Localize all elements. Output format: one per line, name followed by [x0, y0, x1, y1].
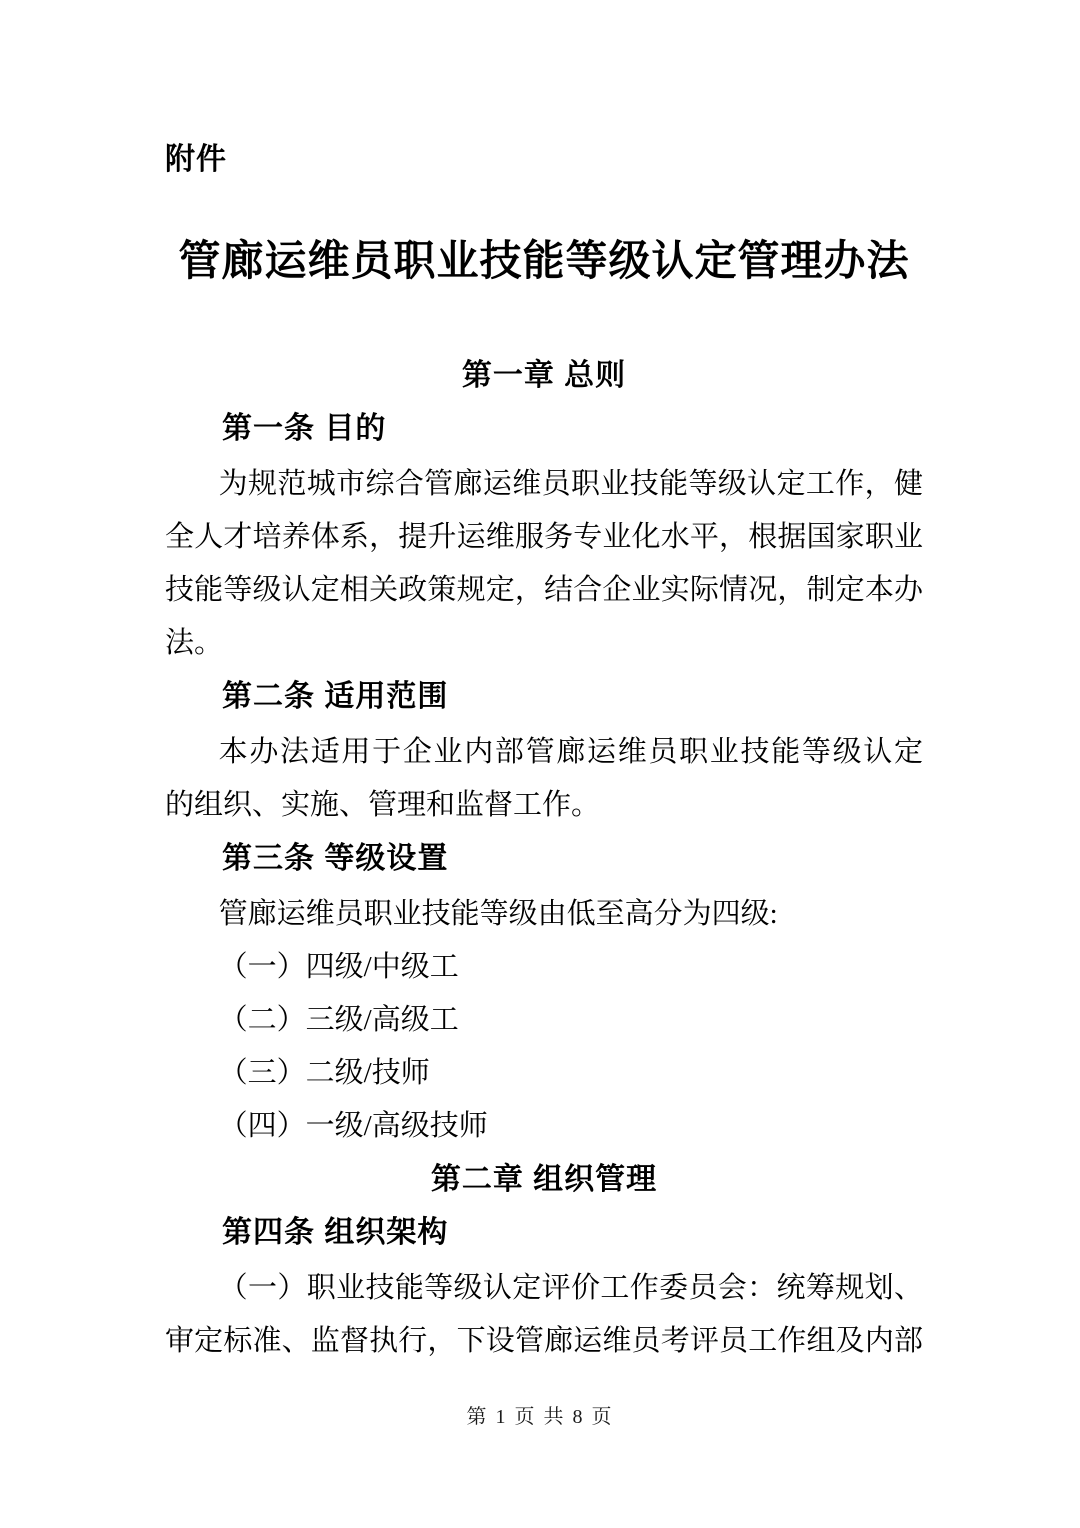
article-3-paragraph — [165, 888, 923, 1153]
article-3-heading: 第三条 等级设置 — [222, 842, 449, 875]
article-4-heading: 第四条 组织架构 — [222, 1216, 449, 1249]
paragraph-line: 法。 — [165, 627, 224, 659]
level-item: （二）三级/高级工 — [218, 1004, 459, 1036]
document-title: 管廊运维员职业技能等级认定管理办法 — [178, 239, 910, 285]
level-item: （一）四级/中级工 — [218, 951, 459, 983]
level-item: （三）二级/技师 — [218, 1057, 430, 1089]
paragraph-line: （一）职业技能等级认定评价工作委员会：统筹规划、 — [218, 1272, 923, 1304]
paragraph-line: 本办法适用于企业内部管廊运维员职业技能等级认定 — [218, 736, 923, 768]
article-2-heading: 第二条 适用范围 — [222, 680, 449, 713]
article-2-paragraph — [165, 726, 923, 832]
attachment-label: 附件 — [165, 143, 227, 176]
article-4-paragraph — [165, 1262, 923, 1368]
article-1-paragraph — [165, 458, 923, 670]
paragraph-line: 全人才培养体系，提升运维服务专业化水平，根据国家职业 — [165, 521, 923, 553]
paragraph-line: 审定标准、监督执行，下设管廊运维员考评员工作组及内部 — [165, 1325, 923, 1357]
article-1-heading: 第一条 目的 — [222, 412, 387, 445]
chapter-2-heading: 第二章 组织管理 — [430, 1163, 658, 1196]
levels-intro-line: 管廊运维员职业技能等级由低至高分为四级: — [218, 898, 778, 930]
chapter-1-heading: 第一章 总则 — [461, 359, 627, 392]
paragraph-line: 技能等级认定相关政策规定，结合企业实际情况，制定本办 — [165, 574, 923, 606]
page-footer: 第 1 页 共 8 页 — [466, 1406, 614, 1428]
paragraph-line: 的组织、实施、管理和监督工作。 — [165, 789, 601, 821]
level-item: （四）一级/高级技师 — [218, 1110, 488, 1142]
paragraph-line: 为规范城市综合管廊运维员职业技能等级认定工作，健 — [218, 468, 923, 500]
